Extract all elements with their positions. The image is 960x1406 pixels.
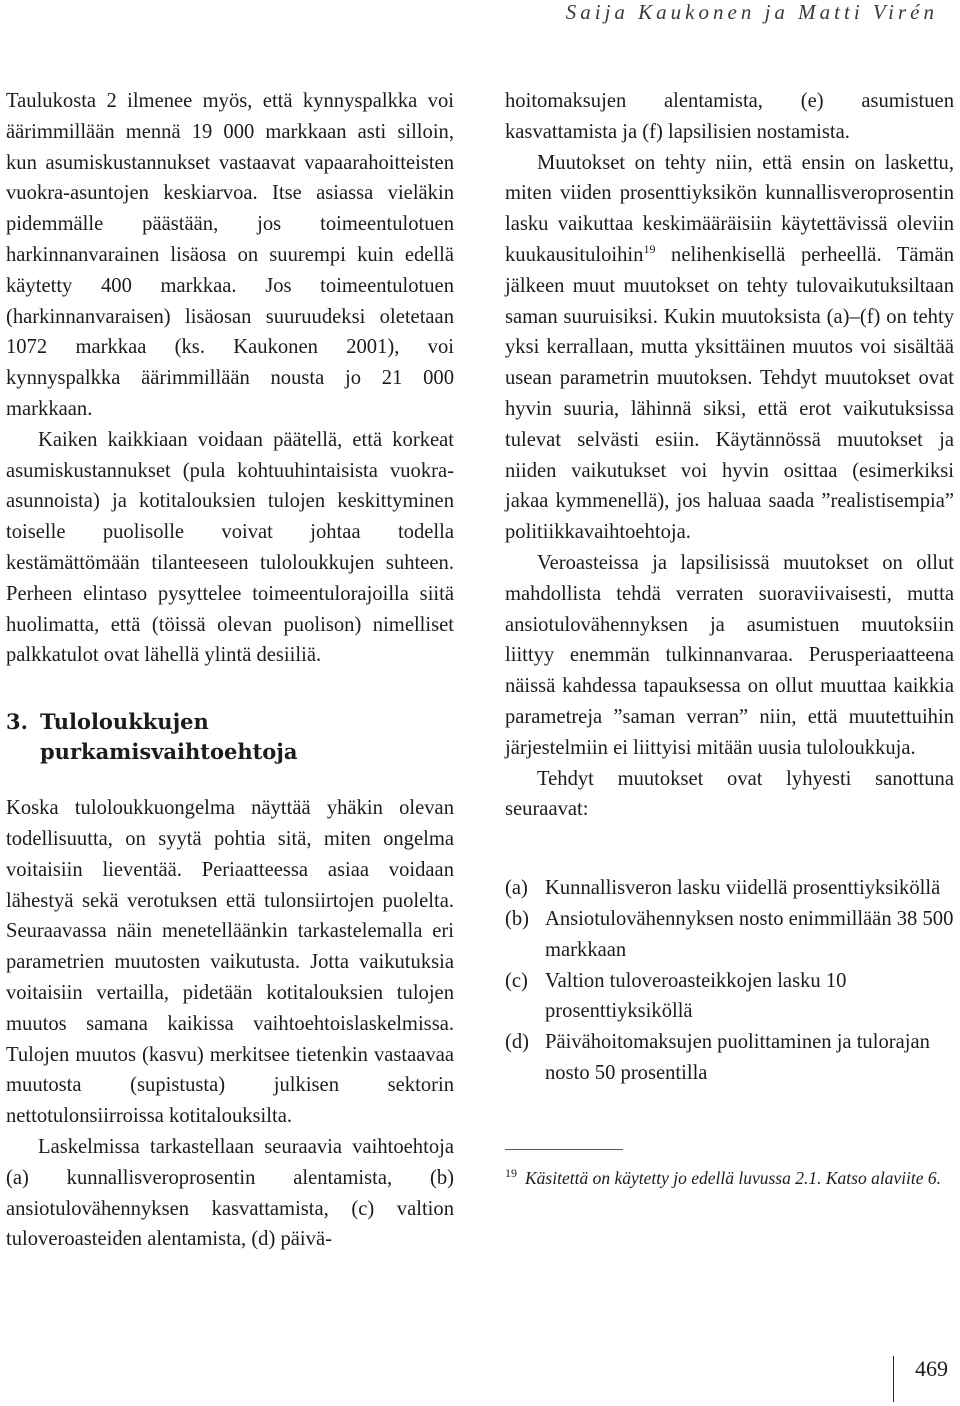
list-item-text: Ansiotulovähennyksen nosto enimmillään 38 500 markkaan — [545, 907, 954, 961]
list-marker: (a) — [505, 877, 528, 900]
page-number: 469 — [915, 1356, 948, 1381]
list-marker: (d) — [505, 1031, 530, 1054]
list-item — [505, 904, 954, 966]
running-header: Saija Kaukonen ja Matti Virén — [565, 0, 938, 24]
list-item — [505, 966, 954, 1028]
list-item — [505, 873, 954, 904]
list-marker: (b) — [505, 907, 530, 930]
paragraph-text: nelihenkisellä perheellä. Tämän jälkeen muut muutokset on tehty tulovaikutuksiltaan saman suuruisiksi. Kukin muutoksista (a)–(f) on tehty yksi kerrallaan, mutta yksittäinen muutos voi sisältää usean parametrin muutoksen. Tehdyt muutokset ovat hyvin suuria, lähinnä siksi, että erot vaikutuksissa tulevat selvästi esiin. Käytännössä muutokset ja niiden vaikutukset voi hyvin osittaa (esimerkiksi jakaa kymmenellä), jos haluaa saada ”realistisempia” politiikkavaihtoehtoja. — [505, 243, 954, 544]
left-column — [6, 86, 454, 1255]
footnote-text: Käsitettä on käytetty jo edellä luvussa 2.1. Katso alaviite 6. — [525, 1167, 942, 1188]
list-item-text: Päivähoitomaksujen puolittaminen ja tulorajan nosto 50 prosentilla — [545, 1031, 930, 1084]
change-list — [505, 873, 954, 1089]
paragraph: Koska tuloloukkuongelma näyttää yhäkin olevan todellisuutta, on syytä pohtia sitä, miten ongelma voitaisiin lieventää. Periaatteessa asiaa voidaan lähestyä sekä verotuksen että tulonsiirtojen puolelta. Seuraavassa näin menetelläänkin tarkastelemalla eri parametrien muutosten vaikutusta. Jotta vaikutuksia voitaisiin vertailla, pidetään kotitalouksien tulojen muutos samana kaikissa vaihtoehtoislaskelmissa. Tulojen muutos (kasvu) merkitsee tietenkin vastaavaa muutosta (supistusta) julkisen sektorin nettotulonsiirroissa kotitalouksilta. — [6, 797, 454, 1128]
paragraph: Kaiken kaikkiaan voidaan päätellä, että korkeat asumiskustannukset (pula kohtuuhintaisista vuokra-asunnoista) ja kotitalouksien tulojen keskittyminen toiselle puolisolle voivat johtaa todella kestämättömään tilanteeseen tuloloukkujen suhteen. Perheen elintaso pysyttelee toimeentulorajoilla siitä huolimatta, että (töissä olevan puolison) nimelliset palkkatulot ovat lähellä ylintä desiiliä. — [6, 428, 454, 667]
section-title: Tuloloukkujen purkamisvaihtoehtoja — [40, 709, 298, 765]
paragraph: hoitomaksujen alentamista, (e) asumistuen kasvattamista ja (f) lapsilisien nostamista. — [505, 90, 954, 143]
list-item-text: Valtion tuloveroasteikkojen lasku 10 prosenttiyksiköllä — [545, 969, 847, 1023]
paragraph: Taulukosta 2 ilmenee myös, että kynnyspalkka voi äärimmillään mennä 19 000 markkaan asti silloin, kun asumiskustannukset vastaavat vapaarahoitteisten vuokra-asuntojen keskiarvoa. Itse asiassa vieläkin pidemmälle päästään, jos toimeentulotuen harkinnanvarainen lisäosa on suurempi kuin edellä käytetty 400 markkaa. Jos toimeentulotuen (harkinnanvaraisen) lisäosan suuruudeksi oletetaan 1072 markkaa (ks. Kaukonen 2001), voi kynnyspalkka äärimmillään nousta jo 21 000 markkaan. — [6, 90, 454, 420]
paragraph-text: Muutokset on tehty niin, että ensin on laskettu, miten viiden prosenttiyksikön kunnallisveroprosentin lasku vaikuttaa keskimääräisiin käytettävissä oleviin kuukausituloihin — [505, 151, 954, 266]
section-heading — [6, 707, 454, 767]
section-number: 3. — [6, 709, 28, 735]
right-column — [505, 86, 954, 1192]
paragraph: Veroasteissa ja lapsilisissä muutokset on ollut mahdollista tehdä verraten suoraviivaisesti, mutta ansiotulovähennyksen ja asumistuen muutoksiin liittyy enemmän tulkinnanvaraa. Perusperiaatteena näissä kahdessa tapauksessa on ollut muuttaa kaikkia parametreja ”saman verran” niin, että muutettuihin järjestelmiin ei liittyisi mitään uusia tuloloukkuja. — [505, 551, 954, 759]
footnote — [505, 1160, 954, 1192]
list-marker: (c) — [505, 969, 528, 992]
list-item-text: Kunnallisveron lasku viidellä prosenttiyksiköllä — [545, 877, 941, 900]
footnote-reference[interactable]: 19 — [643, 242, 656, 257]
page-number-divider — [893, 1356, 894, 1402]
paragraph: Tehdyt muutokset ovat lyhyesti sanottuna seuraavat: — [505, 767, 954, 821]
list-item — [505, 1027, 954, 1089]
footnote-divider — [505, 1149, 623, 1150]
paragraph — [505, 148, 954, 548]
footnote-number: 19 — [505, 1165, 517, 1180]
paragraph: Laskelmissa tarkastellaan seuraavia vaihtoehtoja (a) kunnallisveroprosentin alentamista, (b) ansiotulovähennyksen kasvattamista, (c) valtion tuloveroasteiden alentamista, (d) päivä- — [6, 1135, 454, 1251]
